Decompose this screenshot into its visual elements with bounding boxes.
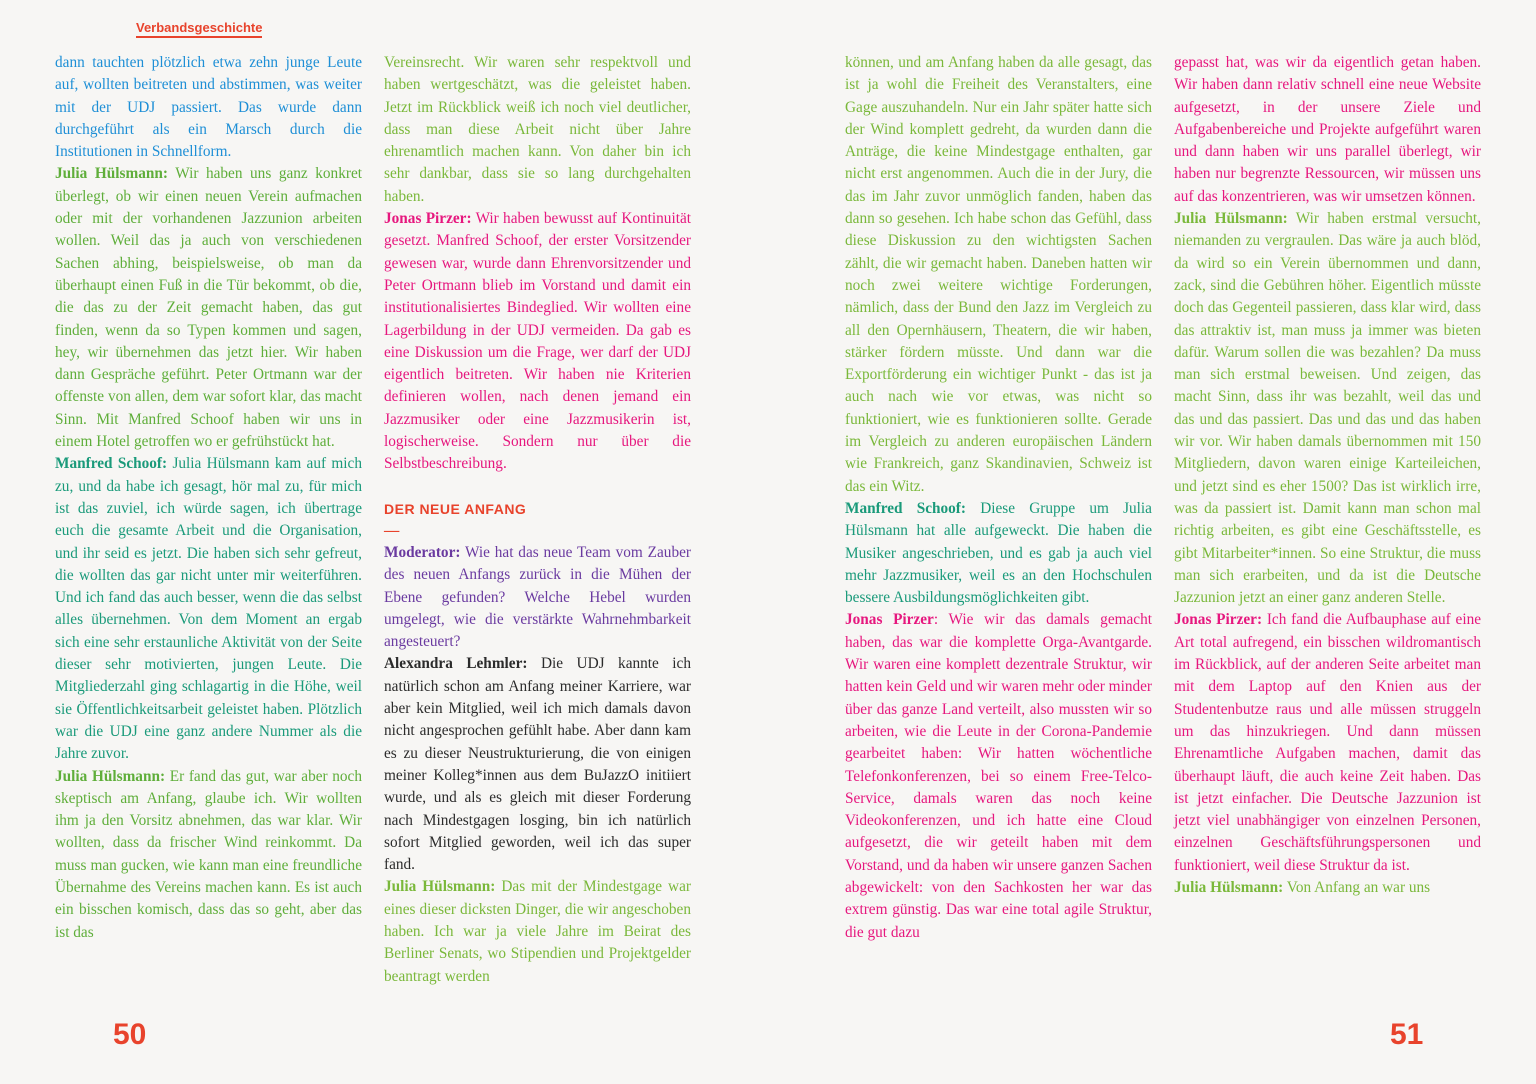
column-4 (1174, 52, 1481, 899)
paragraph (845, 609, 1152, 943)
speech-text: Wie hat das neue Team vom Zauber des neuen Anfangs zurück in die Mühen der Ebene gefunden? Welche Hebel wurden umgelegt, wie die verstärkte Wahrnehmbarkeit angesteuert? (384, 543, 691, 651)
speech-text: Die UDJ kannte ich natürlich schon am Anfang meiner Karriere, war aber kein Mitglied, weil ich mich damals davon nicht angesprochen gefühlt habe. Aber dann kam es zu dieser Neustrukturierung, die von einigen meiner Kolleg*innen aus dem BuJazzO initiiert wurde, und als es gleich mit dieser Forderung nach Mindestgagen losging, bin ich natürlich sofort Mitglied geworden, weil ich das super fand. (384, 655, 691, 874)
paragraph: können, und am Anfang haben da alle gesagt, das ist ja wohl die Freiheit des Veranstalters, eine Gage auszuhandeln. Nur ein Jahr später hatte sich der Wind komplett gedreht, da wurden dann die Anträge, die keine Mindestgage enthalten, gar nicht erst angenommen. Auch die in der Jury, die das im Jahr zuvor unmöglich fanden, haben das dann so gesehen. Ich habe schon das Gefühl, dass diese Diskussion zu den wichtigsten Sachen zählt, die wir gemacht haben. Daneben hatten wir noch zwei weitere wichtige Forderungen, nämlich, dass der Bund den Jazz im Vergleich zu all den Opernhäusern, Theatern, die wir haben, stärker fördern müsste. Und dann war die Exportförderung ein wichtiger Punkt - das ist ja auch nach wie vor etwas, was nicht so funktioniert, wie es funktionieren sollte. Gerade im Vergleich zu anderen europäischen Ländern wie Frankreich, ganz Skandinavien, Schweiz ist das ein Witz. (845, 54, 1152, 495)
column-2 (384, 52, 691, 988)
speaker-name: Moderator: (384, 543, 461, 561)
paragraph (384, 876, 691, 987)
speaker-name: Jonas Pirzer: (384, 210, 472, 228)
speech-text: Wir haben bewusst auf Kontinuität gesetzt. Manfred Schoof, der erster Vorsitzender gewesen war, wurde dann Ehrenvorsitzender und Peter Ortmann blieb im Vorstand und damit ein institutionalisiertes Bindeglied. Wir wollten eine Lagerbildung in der UDJ vermeiden. Da gab es eine Diskussion um die Frage, wer darf der UDJ eigentlich beitreten. Wir haben nie Kriterien definieren wollen, nach denen jemand ein Jazzmusiker oder eine Jazzmusikerin ist, logischerweise. Sondern nur über die Selbstbeschreibung. (384, 210, 691, 473)
paragraph (1174, 609, 1481, 877)
page-number-left: 50 (113, 1018, 147, 1051)
speech-text: Das mit der Mindestgage war eines dieser dicksten Dinger, die wir angeschoben haben. Ich war ja viele Jahre im Beirat des Berliner Senats, wo Stipendien und Projektgelder beantragt werden (384, 878, 691, 985)
paragraph: gepasst hat, was wir da eigentlich getan haben. Wir haben dann relativ schnell eine neue Website aufgesetzt, in der unsere Ziele und Aufgabenbereiche und Projekte aufgeführt waren und dann haben wir uns parallel überlegt, wir haben nur begrenzte Ressourcen, wir müssen uns auf das konzentrieren, was wir umsetzen können. (1174, 54, 1481, 205)
paragraph (845, 498, 1152, 609)
speaker-name: Julia Hülsmann: (1174, 210, 1288, 228)
speaker-name: Jonas Pirzer: (1174, 611, 1263, 629)
section-heading: DER NEUE ANFANG (384, 500, 527, 517)
spacer (384, 476, 691, 498)
column-3 (845, 52, 1152, 944)
paragraph (55, 766, 362, 944)
speaker-name: Jonas Pirzer (845, 611, 934, 629)
paragraph (384, 542, 691, 653)
speaker-name: Julia Hülsmann: (55, 767, 166, 785)
column-1 (55, 52, 362, 944)
speaker-name: Julia Hülsmann: (1174, 878, 1284, 896)
speech-text: : Wie wir das damals gemacht haben, das war die komplette Orga-Avantgarde. Wir waren eine komplett dezentrale Struktur, wir hatten kein Geld und wir waren mehr oder minder über das ganze Land verteilt, also mussten wir so arbeiten, wie die Leute in der Corona-Pandemie gearbeitet haben: Wir hatten wöchentliche Telefonkonferenzen, bei so einem Free-Telco-Service, damals waren das noch keine Videokonferenzen, und ich hatte eine Cloud aufgesetzt, die wir geteilt haben mit dem Vorstand, und da haben wir unsere ganzen Sachen abgewickelt: von den Sachkosten her war das extrem günstig. Das war eine total agile Struktur, die gut dazu (845, 611, 1152, 941)
paragraph: dann tauchten plötzlich etwa zehn junge Leute auf, wollten beitreten und abstimmen, was weiter mit der UDJ passiert. Das wurde dann durchgeführt als ein Marsch durch die Institutionen in Schnellform. (55, 54, 362, 161)
right-page (768, 0, 1536, 1084)
speaker-name: Manfred Schoof: (55, 455, 168, 473)
speech-text: Wir haben erstmal versucht, niemanden zu vergraulen. Das wäre ja auch blöd, da wird so ein Verein übernommen und dann, zack, sind die Gebühren höher. Eigentlich müsste doch das Gegenteil passieren, dass klar wird, dass das attraktiv ist, man muss ja immer was bieten dafür. Warum sollen die was bezahlen? Da muss man sich erstmal beweisen. Und zeigen, das macht Sinn, dass ihr was bezahlt, weil das und das und das passiert. Das und das und das haben wir vor. Wir haben damals übernommen mit 150 Mitgliedern, davon waren einige Karteileichen, und jetzt sind es eher 1500? Das ist wirklich irre, was da passiert ist. Damit kann man schon mal richtig arbeiten, es gibt eine Geschäftsstelle, es gibt Mitarbeiter*innen. So eine Struktur, die muss man sich erarbeiten, und da ist die Deutsche Jazzunion jetzt an einer ganz anderen Stelle. (1174, 210, 1481, 607)
paragraph (1174, 877, 1481, 899)
page-number-right: 51 (1390, 1018, 1424, 1051)
speech-text: Ich fand die Aufbauphase auf eine Art total aufregend, ein bisschen wildromantisch im Rückblick, auf der anderen Seite arbeitet man mit dem Laptop auf den Knien aus der Studentenbutze raus und alle müssen struggeln um das hinzukriegen. Und dann müssen Ehrenamtliche Aufgaben machen, damit das überhaupt läuft, die auch keine Zeit haben. Das ist jetzt einfacher. Die Deutsche Jazzunion ist jetzt viel unabhängiger von einzelnen Personen, einzelnen Geschäftsführungspersonen und funktioniert, weil diese Struktur da ist. (1174, 611, 1482, 874)
section-tag: Verbandsgeschichte (136, 20, 262, 38)
speech-text: Von Anfang an war uns (1283, 878, 1431, 896)
paragraph (55, 453, 362, 765)
speech-text: Er fand das gut, war aber noch skeptisch am Anfang, glaube ich. Wir wollten ihm ja den Vorsitz abnehmen, das war klar. Wir wollten, dass da frischer Wind reinkommt. Da muss man gucken, wie kann man eine freundliche Übernahme des Vereins machen kann. Es ist auch ein bisschen komisch, dass das so geht, aber das ist das (55, 767, 362, 941)
paragraph (1174, 208, 1481, 609)
paragraph (384, 653, 691, 876)
speech-text: Julia Hülsmann kam auf mich zu, und da habe ich gesagt, hör mal zu, für mich ist das zuviel, ich würde sagen, ich übertrage euch die gesamte Arbeit und die Organisation, und ihr seid es jetzt. Die haben sich sehr gefreut, die wollten das gar nicht unter mir weiterführen. Und ich fand das auch besser, wenn die das selbst alles übernehmen. Von dem Moment an ergab sich eine sehr erstaunliche Aktivität von der Seite dieser sehr motivierten, jungen Leute. Die Mitgliederzahl ging schlagartig in die Höhe, weil sie Öffentlichkeitsarbeit geleistet haben. Plötzlich war die UDJ eine ganz andere Nummer als die Jahre zuvor. (55, 455, 362, 763)
speaker-name: Manfred Schoof: (845, 499, 966, 517)
speaker-name: Julia Hülsmann: (55, 165, 168, 183)
speaker-name: Julia Hülsmann: (384, 878, 496, 896)
paragraph: Vereinsrecht. Wir waren sehr respektvoll und haben wertgeschätzt, was die geleistet haben. Jetzt im Rückblick weiß ich noch viel deutlicher, dass man diese Arbeit nicht über Jahre ehrenamtlich machen kann. Von daher bin ich sehr dankbar, dass sie so lang durchgehalten haben. (384, 54, 691, 205)
heading-dash: — (384, 521, 400, 539)
speech-text: Wir haben uns ganz konkret überlegt, ob wir einen neuen Verein aufmachen oder mit der vorhandenen Jazzunion arbeiten wollen. Weil das ja auch von verschiedenen Sachen abhing, beispielsweise, ob man da überhaupt einen Fuß in die Tür bekommt, ob die, die das zu der Zeit gemacht haben, das gut finden, wenn da so Typen kommen und sagen, hey, wir übernehmen das jetzt hier. Wir haben dann Gespräche geführt. Peter Ortmann war der offenste von allen, dem war sofort klar, das macht Sinn. Mit Manfred Schoof haben wir uns in einem Hotel getroffen wo er gefrühstückt hat. (55, 165, 362, 451)
speaker-name: Alexandra Lehmler: (384, 655, 528, 673)
paragraph (384, 208, 691, 476)
paragraph (55, 163, 362, 453)
speech-text: Diese Gruppe um Julia Hülsmann hat alle aufgeweckt. Die haben die Musiker angeschrieben, und es gab ja auch viel mehr Jazzmusiker, weil es an den Hochschulen bessere Ausbildungsmöglichkeiten gibt. (845, 499, 1152, 607)
